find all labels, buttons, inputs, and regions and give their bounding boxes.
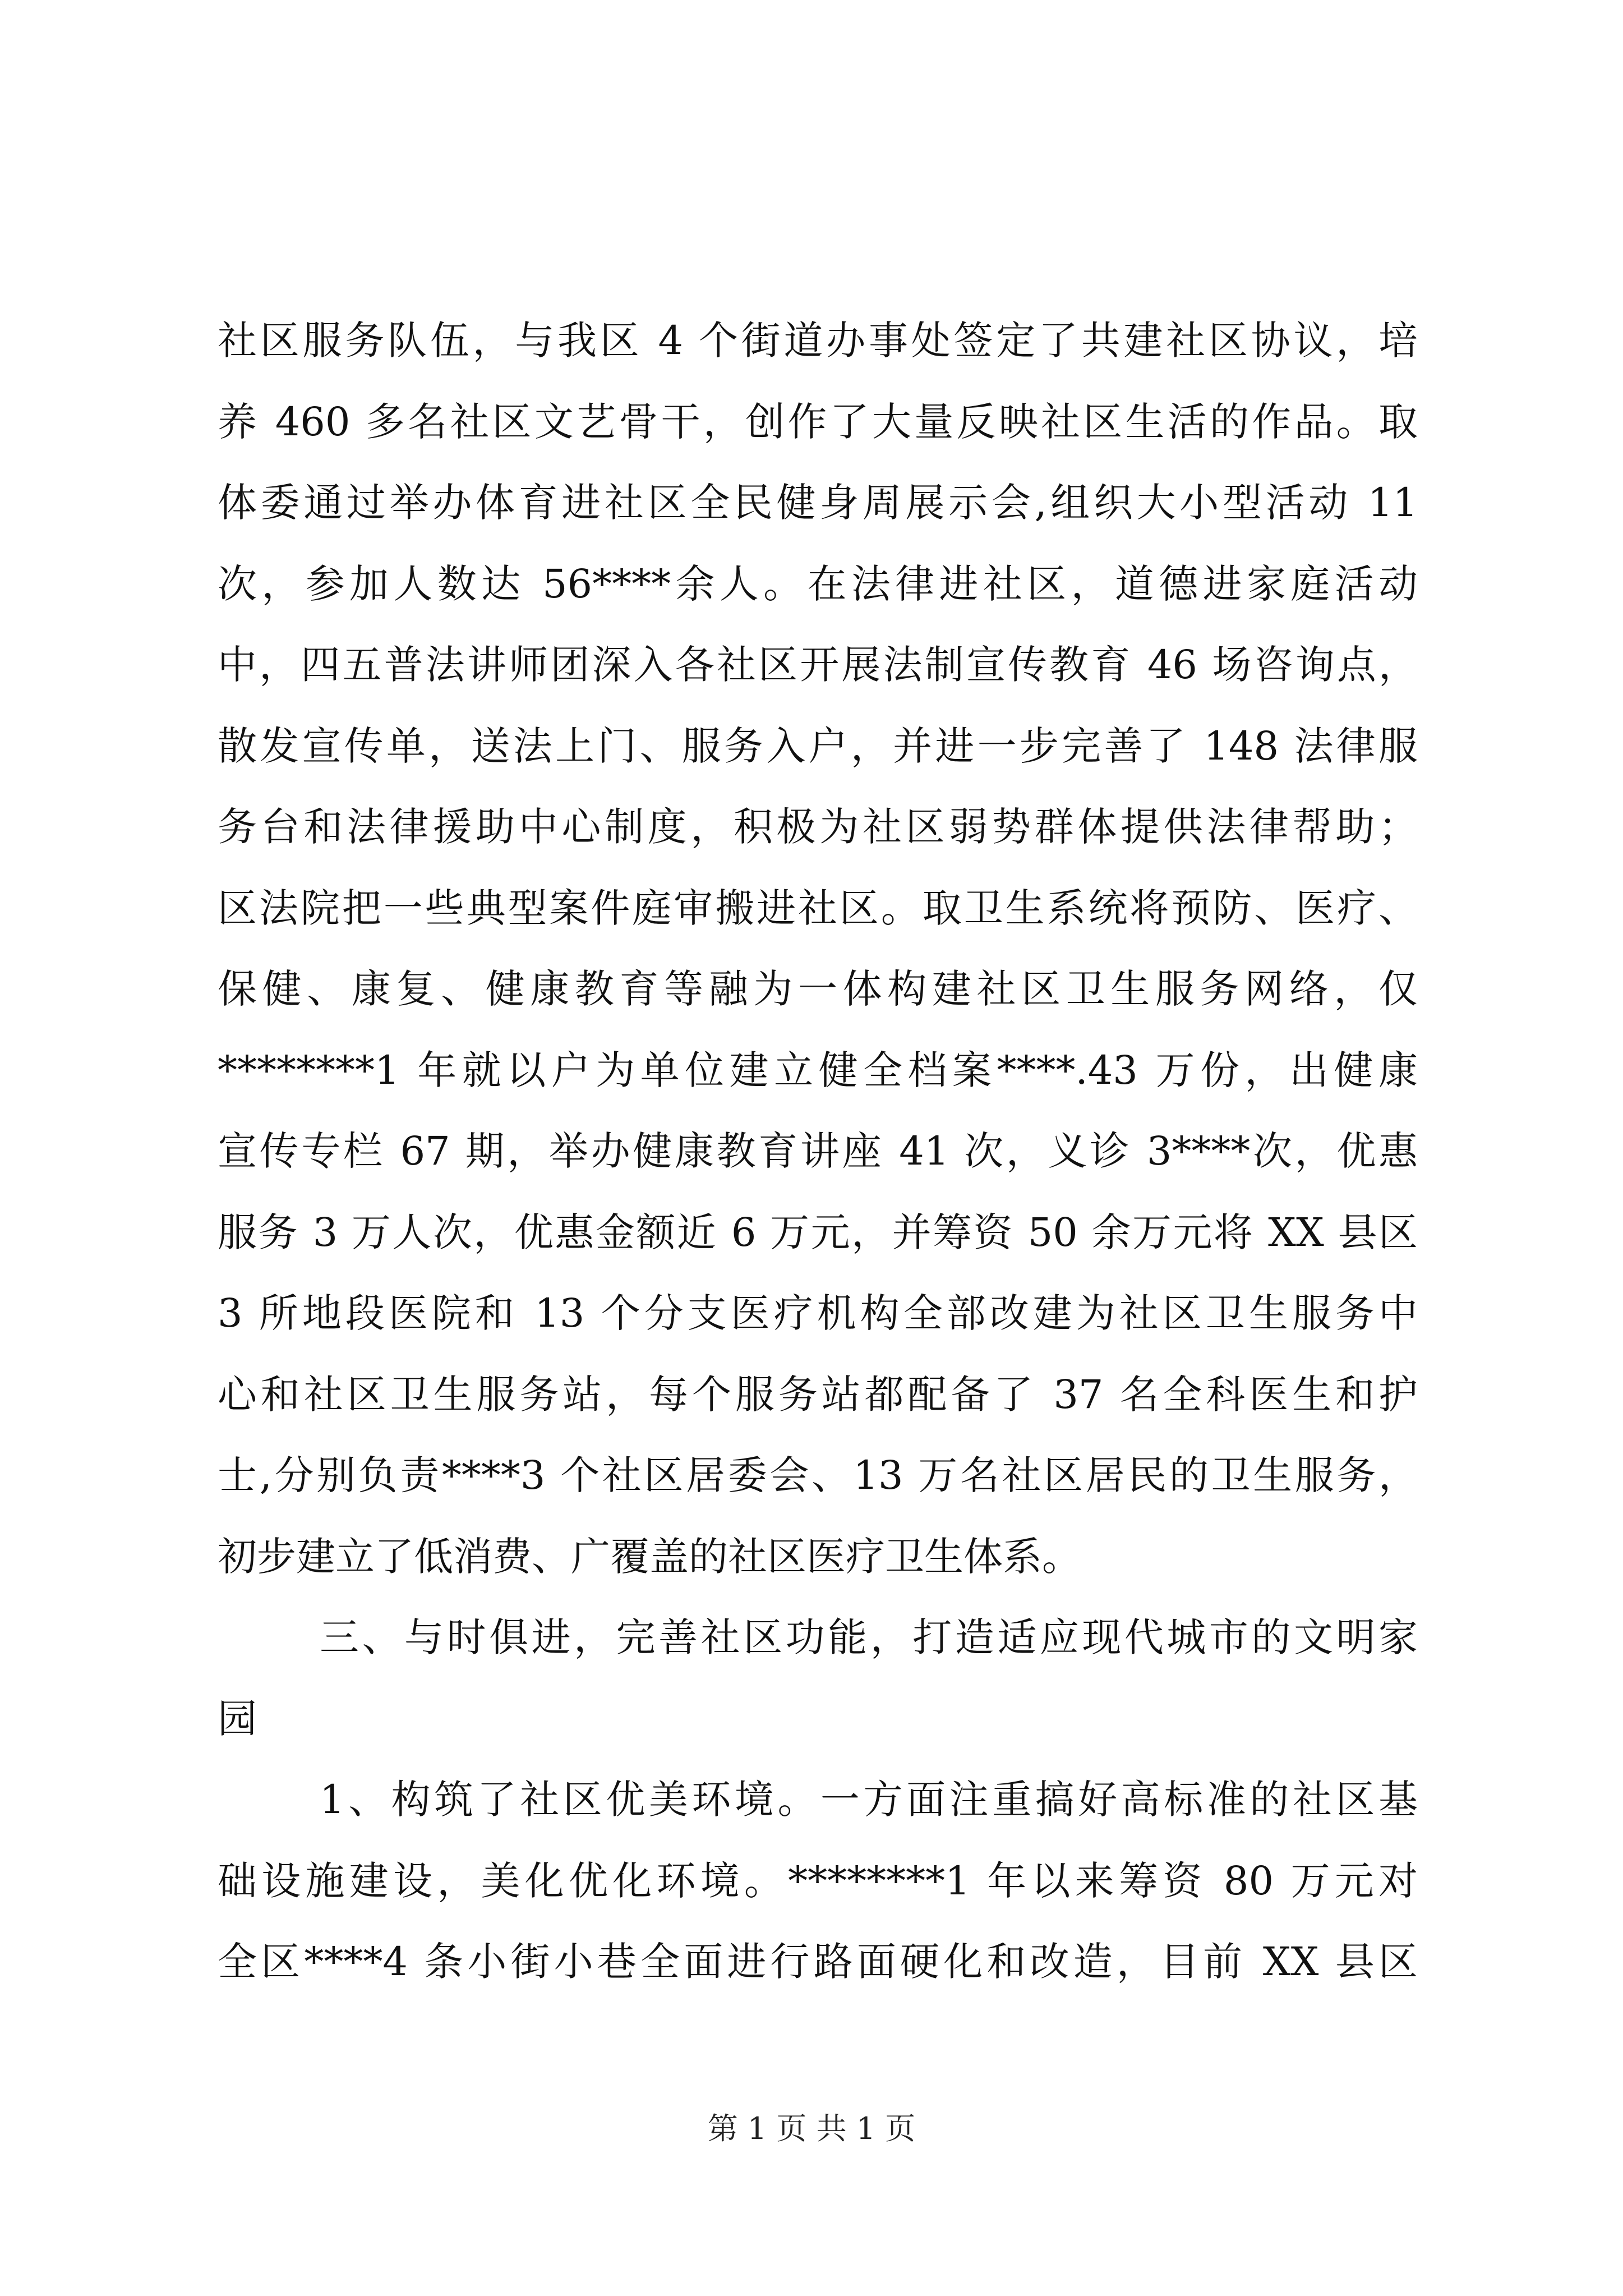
- text-line: 社区服务队伍，与我区 4 个街道办事处签定了共建社区协议，培: [218, 318, 1418, 364]
- text-line: 区法院把一些典型案件庭审搬进社区。取卫生系统将预防、医疗、: [218, 885, 1418, 931]
- text-line: 士,分别负责****3 个社区居委会、13 万名社区居民的卫生服务，: [218, 1452, 1418, 1498]
- text-line: 服务 3 万人次，优惠金额近 6 万元，并筹资 50 余万元将 XX 县区: [218, 1209, 1418, 1255]
- text-line: 1、构筑了社区优美环境。一方面注重搞好高标准的社区基: [320, 1777, 1418, 1823]
- body-text: [218, 300, 1418, 2003]
- text-line: 宣传专栏 67 期，举办健康教育讲座 41 次，义诊 3****次，优惠: [218, 1128, 1418, 1174]
- text-line: 初步建立了低消费、广覆盖的社区医疗卫生体系。: [218, 1533, 1081, 1580]
- page-number-footer: 第 1 页 共 1 页: [707, 2111, 916, 2146]
- text-line: 础设施建设，美化优化环境。********1 年以来筹资 80 万元对: [218, 1857, 1418, 1904]
- section-heading-line: 三、与时俱进，完善社区功能，打造适应现代城市的文明家: [320, 1614, 1418, 1660]
- text-line: 中，四五普法讲师团深入各社区开展法制宣传教育 46 场咨询点，: [218, 642, 1418, 688]
- text-line: 次，参加人数达 56****余人。在法律进社区，道德进家庭活动: [218, 560, 1418, 607]
- section-heading-line: 园: [218, 1695, 257, 1742]
- text-line: 务台和法律援助中心制度，积极为社区弱势群体提供法律帮助；: [218, 804, 1418, 850]
- text-line: 保健、康复、健康教育等融为一体构建社区卫生服务网络，仅: [218, 966, 1418, 1012]
- text-line: 心和社区卫生服务站，每个服务站都配备了 37 名全科医生和护: [218, 1371, 1418, 1418]
- text-line: 3 所地段医院和 13 个分支医疗机构全部改建为社区卫生服务中: [218, 1290, 1418, 1336]
- text-line: 体委通过举办体育进社区全民健身周展示会,组织大小型活动 11: [218, 480, 1418, 526]
- text-line: ********1 年就以户为单位建立健全档案****.43 万份，出健康: [218, 1047, 1418, 1093]
- text-line: 全区****4 条小街小巷全面进行路面硬化和改造，目前 XX 县区: [218, 1939, 1418, 1985]
- text-line: 养 460 多名社区文艺骨干，创作了大量反映社区生活的作品。取: [218, 398, 1418, 445]
- text-line: 散发宣传单，送法上门、服务入户，并进一步完善了 148 法律服: [218, 723, 1418, 769]
